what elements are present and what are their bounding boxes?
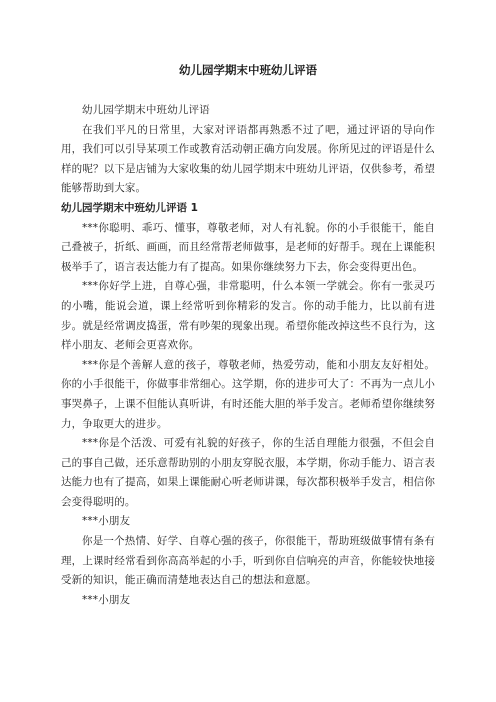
comment-paragraph: ***你是个善解人意的孩子，尊敬老师，热爱劳动，能和小朋友友好相处。你的小手很能干，你做事非常细心。这学期，你的进步可大了：不再为一点儿小事哭鼻子，上课不但能认真听讲，有时还能大胆的举手发言。老师希望你继续努力，争取更大的进步。	[61, 358, 435, 430]
comment-paragraph: 你是一个热情、好学、自尊心强的孩子，你很能干，帮助班级做事情有条有理，上课时经常看到你高高举起的小手，听到你自信响亮的声音，你能较快地接受新的知识，能正确而清楚地表达自己的想法和意愿。	[61, 535, 435, 587]
section-heading: 幼儿园学期末中班幼儿评语 1	[61, 201, 198, 214]
document-title: 幼儿园学期末中班幼儿评语	[179, 63, 317, 77]
comment-paragraph: ***你好学上进，自尊心强，非常聪明，什么本领一学就会。你有一张灵巧的小嘴，能说会道，课上经常听到你精彩的发言。你的动手能力，比以前有进步。就是经常调皮捣蛋，常有吵架的现象出现。希望你能改掉这些不良行为，这样小朋友、老师会更喜欢你。	[61, 280, 435, 352]
comment-paragraph: ***你聪明、乖巧、懂事，尊敬老师，对人有礼貌。你的小手很能干，能自己叠被子，折纸、画画，而且经常帮老师做事，是老师的好帮手。现在上课能积极举手了，语言表达能力有了提高。如果你继续努力下去，你会变得更出色。	[61, 221, 435, 273]
intro-paragraph: 在我们平凡的日常里，大家对评语都再熟悉不过了吧，通过评语的导向作用，我们可以引导某项工作或教育活动朝正确方向发展。你所见过的评语是什么样的呢？以下是店铺为大家收集的幼儿园学期末中班幼儿评语，仅供参考，希望能够帮助到大家。	[61, 123, 435, 195]
child-name-line: ***小朋友	[82, 593, 131, 606]
intro-title: 幼儿园学期末中班幼儿评语	[82, 104, 210, 116]
child-name-line: ***小朋友	[82, 515, 131, 528]
comment-paragraph: ***你是个活泼、可爱有礼貌的好孩子，你的生活自理能力很强，不但会自己的事自己做，还乐意帮助别的小朋友穿脱衣服，本学期，你动手能力、语言表达能力也有了提高，如果上课能耐心听老师讲课，每次都积极举手发言，相信你会变得聪明的。	[61, 437, 435, 508]
